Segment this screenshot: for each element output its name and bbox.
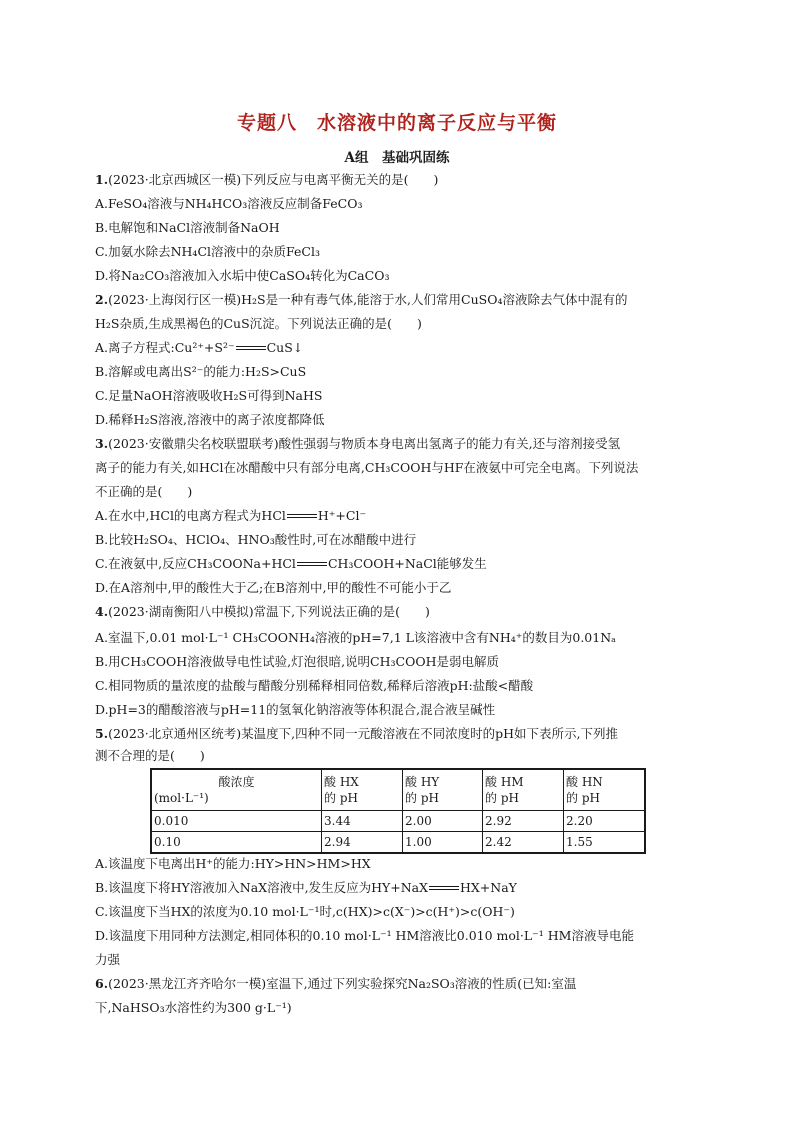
header-cell (322, 769, 403, 811)
question-number: 2. (95, 292, 109, 307)
q1-option-c: C.加氨水除去NH₄Cl溶液中的杂质FeCl₃ (95, 244, 320, 259)
q5-option-d-cont: 力强 (95, 952, 121, 967)
table-cell: 0.010 (151, 811, 322, 832)
question-2-stem (95, 290, 627, 310)
table-row (151, 832, 645, 854)
page-title: 专题八 水溶液中的离子反应与平衡 (236, 112, 557, 134)
q2-option-a (95, 338, 303, 358)
header-label: 酸 HN (566, 775, 603, 789)
equation-left: B.该温度下将HY溶液加入NaX溶液中,发生反应为HY+NaX (95, 880, 428, 895)
question-number: 6. (95, 976, 109, 991)
table-cell: 3.44 (322, 811, 403, 832)
header-unit: 的 pH (485, 791, 519, 805)
q3-option-c (95, 554, 487, 574)
q4-option-a: A.室温下,0.01 mol·L⁻¹ CH₃COONH₄溶液的pH=7,1 L该溶液中含有NH₄⁺的数目为0.01Nₐ (95, 630, 616, 645)
header-cell (564, 769, 646, 811)
header-unit: 的 pH (405, 791, 439, 805)
question-number: 3. (95, 436, 109, 451)
q5-option-d: D.该温度下用同种方法测定,相同体积的0.10 mol·L⁻¹ HM溶液比0.010 mol·L⁻¹ HM溶液导电能 (95, 928, 634, 943)
q3-option-a (95, 506, 366, 526)
table-cell: 2.00 (403, 811, 483, 832)
header-cell (151, 769, 322, 811)
question-number: 1. (95, 172, 109, 187)
header-label: 酸 HX (324, 775, 359, 789)
question-6-stem (95, 974, 576, 994)
equals-sign-icon (297, 561, 327, 569)
equals-sign-icon (287, 513, 317, 521)
section-heading: A组 基础巩固练 (344, 150, 450, 166)
question-text: (2023·北京通州区统考)某温度下,四种不同一元酸溶液在不同浓度时的pH如下表所示,下列推 (108, 726, 618, 741)
question-2-stem-cont: H₂S杂质,生成黑褐色的CuS沉淀。下列说法正确的是( ) (95, 316, 422, 331)
header-cell (483, 769, 564, 811)
q5-option-b (95, 878, 517, 898)
equation-right: H⁺+Cl⁻ (317, 508, 367, 523)
table-cell: 1.55 (564, 832, 646, 854)
question-3-stem-cont2: 不正确的是( ) (95, 484, 193, 499)
ph-data-table (150, 768, 646, 854)
q2-option-d: D.稀释H₂S溶液,溶液中的离子浓度都降低 (95, 412, 325, 427)
question-text: (2023·上海闵行区一模)H₂S是一种有毒气体,能溶于水,人们常用CuSO₄溶液除去气体中混有的 (108, 292, 628, 307)
header-cell (403, 769, 483, 811)
table-header-row (151, 769, 645, 811)
question-5-stem-cont: 测不合理的是( ) (95, 748, 205, 763)
question-text: (2023·北京西城区一模)下列反应与电离平衡无关的是( ) (108, 172, 439, 187)
table-cell: 1.00 (403, 832, 483, 854)
table-cell: 2.20 (564, 811, 646, 832)
header-label: 酸 HM (485, 775, 524, 789)
question-5-stem (95, 724, 618, 744)
equation-left: A.离子方程式:Cu²⁺+S²⁻ (95, 340, 235, 355)
question-number: 4. (95, 604, 109, 619)
question-3-stem (95, 434, 620, 454)
q4-option-d: D.pH=3的醋酸溶液与pH=11的氢氧化钠溶液等体积混合,混合液呈碱性 (95, 702, 496, 717)
table-cell: 0.10 (151, 832, 322, 854)
q3-option-b: B.比较H₂SO₄、HClO₄、HNO₃酸性时,可在冰醋酸中进行 (95, 532, 417, 547)
table-row (151, 811, 645, 832)
question-text: (2023·黑龙江齐齐哈尔一模)室温下,通过下列实验探究Na₂SO₃溶液的性质(已知:室温 (108, 976, 577, 991)
question-6-stem-cont: 下,NaHSO₃水溶性约为300 g·L⁻¹) (95, 1000, 292, 1015)
question-text: (2023·湖南衡阳八中模拟)常温下,下列说法正确的是( ) (108, 604, 430, 619)
q2-option-b: B.溶解或电离出S²⁻的能力:H₂S>CuS (95, 364, 307, 379)
q5-option-c: C.该温度下当HX的浓度为0.10 mol·L⁻¹时,c(HX)>c(X⁻)>c(H⁺)>c(OH⁻) (95, 904, 515, 919)
header-unit: 的 pH (566, 791, 600, 805)
question-1-stem (95, 170, 438, 190)
q4-option-b: B.用CH₃COOH溶液做导电性试验,灯泡很暗,说明CH₃COOH是弱电解质 (95, 654, 499, 669)
q3-option-d: D.在A溶剂中,甲的酸性大于乙;在B溶剂中,甲的酸性不可能小于乙 (95, 580, 452, 595)
table-cell: 2.94 (322, 832, 403, 854)
q1-option-b: B.电解饱和NaCl溶液制备NaOH (95, 220, 280, 235)
q1-option-a: A.FeSO₄溶液与NH₄HCO₃溶液反应制备FeCO₃ (95, 196, 363, 211)
equals-sign-icon (236, 345, 266, 353)
question-number: 5. (95, 726, 109, 741)
equals-sign-icon (429, 885, 459, 893)
q2-option-c: C.足量NaOH溶液吸收H₂S可得到NaHS (95, 388, 323, 403)
equation-left: A.在水中,HCl的电离方程式为HCl (95, 508, 286, 523)
question-3-stem-cont: 离子的能力有关,如HCl在冰醋酸中只有部分电离,CH₃COOH与HF在液氨中可完全电离。下列说法 (95, 460, 639, 475)
header-label: 酸 HY (405, 775, 440, 789)
question-text: (2023·安徽鼎尖名校联盟联考)酸性强弱与物质本身电离出氢离子的能力有关,还与溶剂接受氢 (108, 436, 621, 451)
equation-right: CuS↓ (266, 340, 304, 355)
header-unit: (mol·L⁻¹) (154, 791, 209, 805)
header-unit: 的 pH (324, 791, 358, 805)
equation-right: HX+NaY (460, 880, 517, 895)
table-cell: 2.42 (483, 832, 564, 854)
q5-option-a: A.该温度下电离出H⁺的能力:HY>HN>HM>HX (95, 856, 371, 871)
equation-right: CH₃COOH+NaCl能够发生 (327, 556, 487, 571)
table-cell: 2.92 (483, 811, 564, 832)
equation-left: C.在液氨中,反应CH₃COONa+HCl (95, 556, 296, 571)
question-4-stem (95, 602, 430, 622)
q1-option-d: D.将Na₂CO₃溶液加入水垢中使CaSO₄转化为CaCO₃ (95, 268, 390, 283)
header-label: 酸浓度 (218, 775, 255, 789)
q4-option-c: C.相同物质的量浓度的盐酸与醋酸分别稀释相同倍数,稀释后溶液pH:盐酸<醋酸 (95, 678, 534, 693)
